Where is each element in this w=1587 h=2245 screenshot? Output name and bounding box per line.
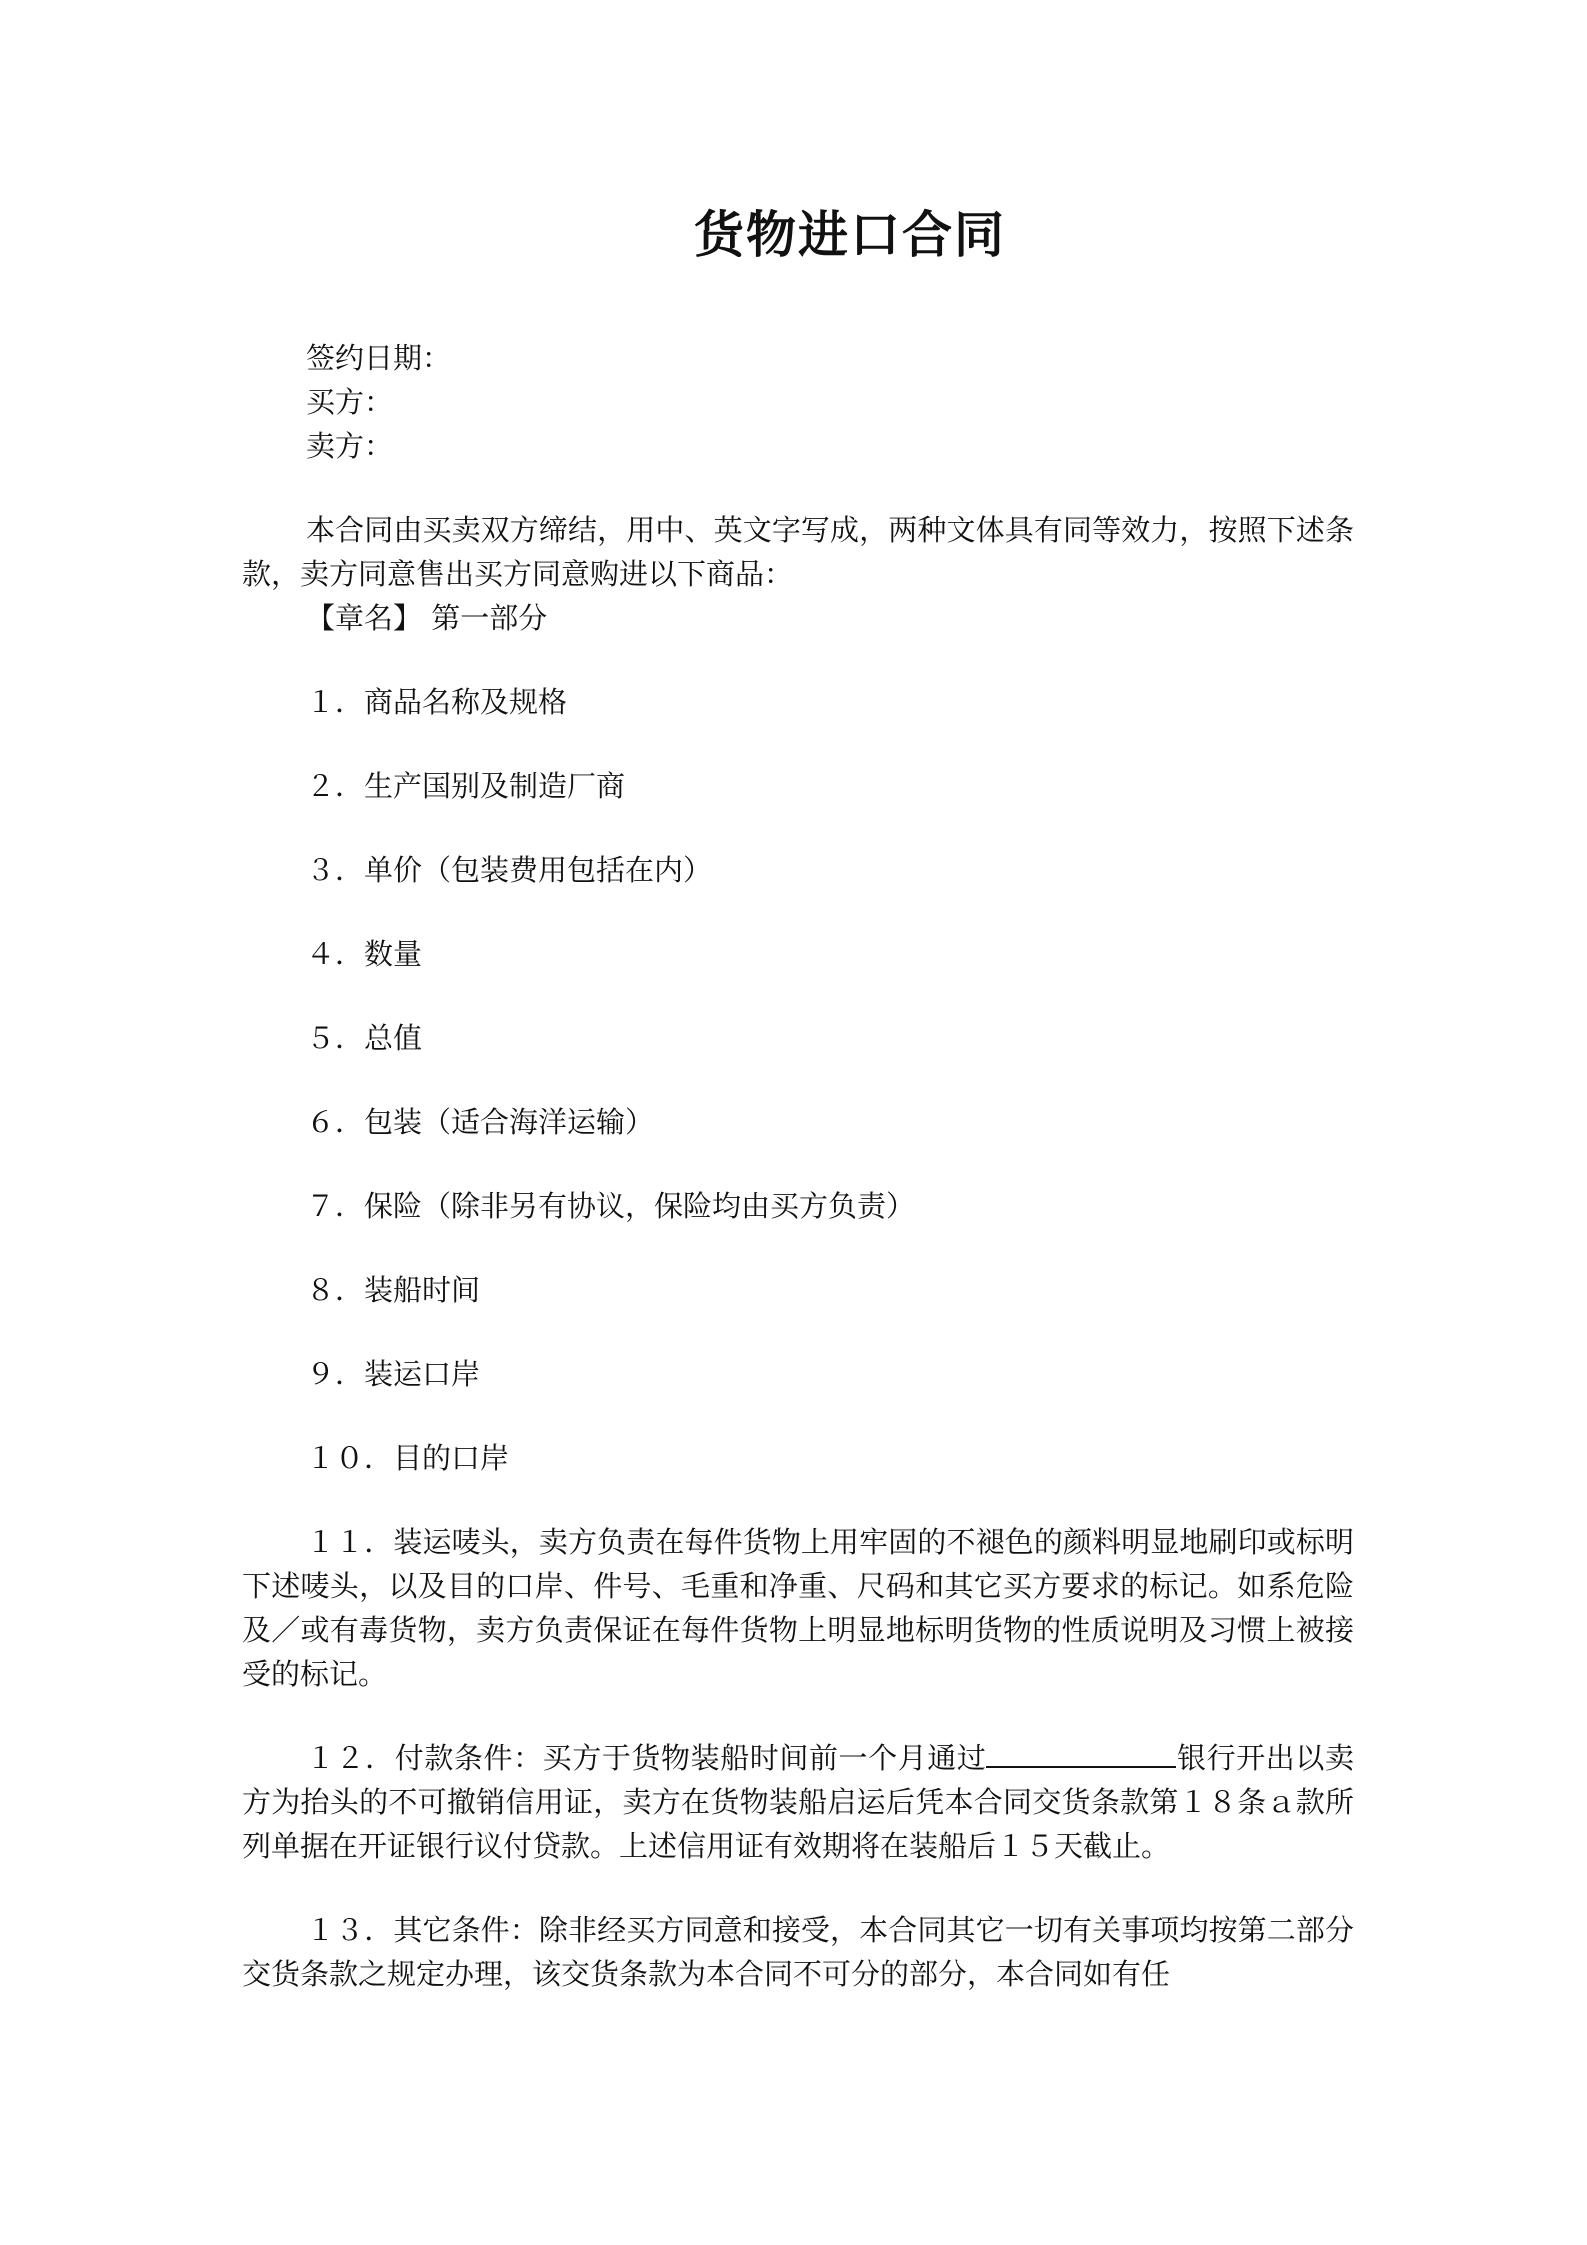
clause-13-paragraph: １３．其它条件：除非经买方同意和接受，本合同其它一切有关事项均按第二部分交货条款之规定办理，该交货条款为本合同不可分的部分，本合同如有任 [242, 1913, 1354, 1991]
clause-item: ６．包装（适合海洋运输） [306, 1105, 655, 1139]
clause-item: ３．单价（包装费用包括在内） [306, 853, 713, 887]
bank-name-blank [986, 1738, 1176, 1768]
buyer-field: 买方： [306, 385, 394, 419]
clause-item: １．商品名称及规格 [306, 685, 568, 719]
header-fields [242, 336, 1354, 468]
clause-list [242, 680, 1354, 1480]
clause-item: ９．装运口岸 [306, 1357, 481, 1391]
clause-item: １０．目的口岸 [306, 1441, 510, 1475]
clause-item: ２．生产国别及制造厂商 [306, 769, 626, 803]
clause-12-text-before: １２．付款条件：买方于货物装船时间前一个月通过 [306, 1741, 987, 1775]
clause-item: ８．装船时间 [306, 1273, 481, 1307]
document-body [242, 336, 1354, 1996]
clause-12-paragraph [242, 1736, 1354, 1868]
clause-item: ７．保险（除非另有协议，保险均由买方负责） [306, 1189, 916, 1223]
document-title: 货物进口合同 [694, 206, 1006, 264]
chapter-heading: 【章名】 第一部分 [306, 601, 548, 635]
clause-12-text-after: 银行开出以卖方为抬头的不可撤销信用证，卖方在货物装船启运后凭本合同交货条款第１８条ａ款所列单据在开证银行议付贷款。上述信用证有效期将在装船后１５天截止。 [242, 1741, 1354, 1863]
intro-paragraph: 本合同由买卖双方缔结，用中、英文字写成，两种文体具有同等效力，按照下述条款，卖方同意售出买方同意购进以下商品： [242, 513, 1354, 591]
signing-date-field: 签约日期： [306, 341, 452, 375]
clause-item: ５．总值 [306, 1021, 423, 1055]
clause-item: ４．数量 [306, 937, 423, 971]
seller-field: 卖方： [306, 429, 394, 463]
clause-11-paragraph: １１．装运唛头，卖方负责在每件货物上用牢固的不褪色的颜料明显地刷印或标明下述唛头，以及目的口岸、件号、毛重和净重、尺码和其它买方要求的标记。如系危险及／或有毒货物，卖方负责保证在每件货物上明显地标明货物的性质说明及习惯上被接受的标记。 [242, 1525, 1354, 1691]
